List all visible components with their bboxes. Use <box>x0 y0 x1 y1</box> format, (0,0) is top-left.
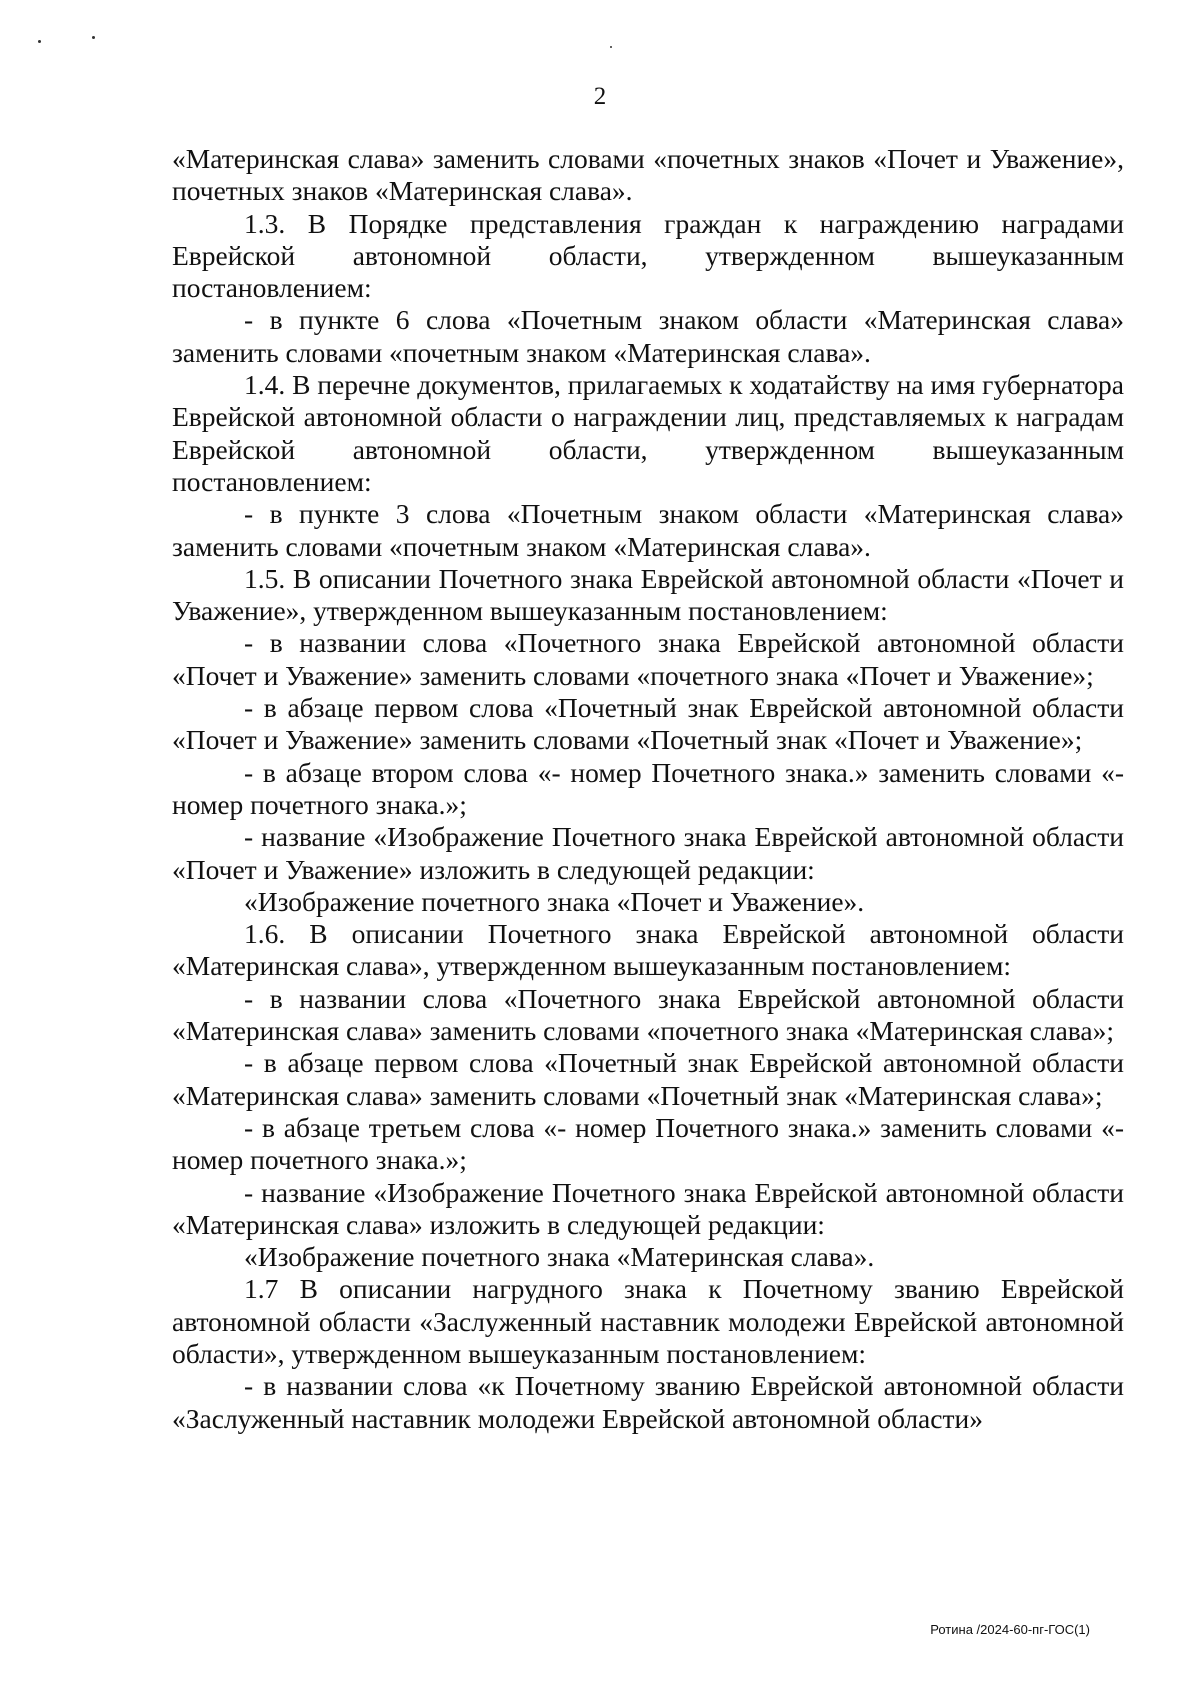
paragraph: - в названии слова «к Почетному званию Еврейской автономной области «Заслуженный наставник молодежи Еврейской автономной области» <box>172 1370 1124 1434</box>
paragraph: - в названии слова «Почетного знака Еврейской автономной области «Материнская слава» заменить словами «почетного знака «Материнская слава»; <box>172 982 1124 1047</box>
document-footer-code: Ротина /2024-60-пг-ГОС(1) <box>930 1622 1090 1637</box>
scan-speck <box>610 46 612 48</box>
paragraph: - в названии слова «Почетного знака Еврейской автономной области «Почет и Уважение» заменить словами «почетного знака «Почет и Уважение»; <box>172 627 1124 691</box>
paragraph: 1.4. В перечне документов, прилагаемых к ходатайству на имя губернатора Еврейской автономной области о награждении лиц, представляемых к наградам Еврейской автономной области, утвержденном вышеуказанным постановлением: <box>172 369 1124 497</box>
paragraph: - в пункте 3 слова «Почетным знаком области «Материнская слава» заменить словами «почетным знаком «Материнская слава». <box>172 498 1124 562</box>
paragraph: 1.5. В описании Почетного знака Еврейской автономной области «Почет и Уважение», утвержденном вышеуказанным постановлением: <box>172 562 1124 627</box>
paragraph: «Изображение почетного знака «Материнская слава». <box>244 1241 875 1273</box>
paragraph: «Изображение почетного знака «Почет и Уважение». <box>244 885 865 917</box>
document-body <box>172 143 1124 1435</box>
paragraph: - название «Изображение Почетного знака Еврейской автономной области «Материнская слава» изложить в следующей редакции: <box>172 1176 1124 1240</box>
scan-speck <box>38 40 41 43</box>
paragraph: - в абзаце первом слова «Почетный знак Еврейской автономной области «Почет и Уважение» заменить словами «Почетный знак «Почет и Уважение»; <box>172 692 1124 756</box>
page-number: 2 <box>593 83 607 110</box>
paragraph: 1.7 В описании нагрудного знака к Почетному званию Еврейской автономной области «Заслуженный наставник молодежи Еврейской автономной области», утвержденном вышеуказанным постановлением: <box>172 1273 1124 1369</box>
scan-speck <box>92 36 95 39</box>
paragraph: - в абзаце третьем слова «- номер Почетного знака.» заменить словами «- номер почетного знака.»; <box>172 1111 1124 1176</box>
paragraph: - в пункте 6 слова «Почетным знаком области «Материнская слава» заменить словами «почетным знаком «Материнская слава». <box>172 304 1124 368</box>
paragraph: - в абзаце втором слова «- номер Почетного знака.» заменить словами «- номер почетного знака.»; <box>172 756 1124 820</box>
paragraph: 1.6. В описании Почетного знака Еврейской автономной области «Материнская слава», утвержденном вышеуказанным постановлением: <box>172 918 1124 982</box>
paragraph: - в абзаце первом слова «Почетный знак Еврейской автономной области «Материнская слава» заменить словами «Почетный знак «Материнская слава»; <box>172 1047 1124 1111</box>
paragraph: 1.3. В Порядке представления граждан к награждению наградами Еврейской автономной области, утвержденном вышеуказанным постановлением: <box>172 207 1124 304</box>
paragraph: - название «Изображение Почетного знака Еврейской автономной области «Почет и Уважение» изложить в следующей редакции: <box>172 821 1124 885</box>
paragraph: «Материнская слава» заменить словами «почетных знаков «Почет и Уважение», почетных знаков «Материнская слава». <box>172 143 1124 207</box>
